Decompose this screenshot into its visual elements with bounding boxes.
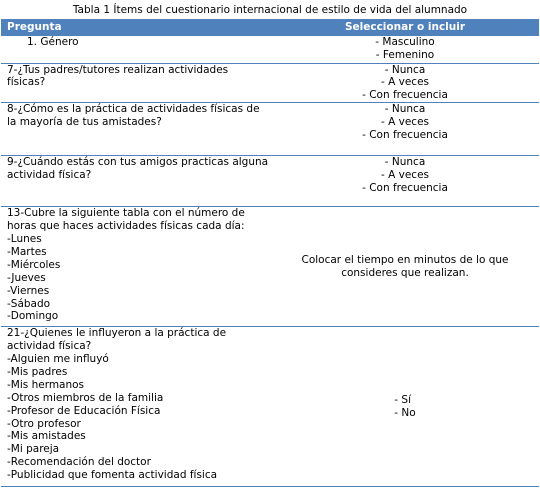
option-text: Colocar el tiempo en minutos de lo que xyxy=(301,253,509,266)
option-text: - Nunca xyxy=(384,156,426,169)
option-text: - A veces xyxy=(380,169,430,182)
influence-item: -Otros miembros de la familia xyxy=(7,391,164,404)
question-text: 8-¿Cómo es la práctica de actividades físicas de xyxy=(7,103,260,116)
day-item: -Domingo xyxy=(7,310,59,323)
influence-item: -Mi pareja xyxy=(7,443,60,456)
influence-item: -Recomendación del doctor xyxy=(7,456,151,469)
option-text: - A veces xyxy=(380,116,430,129)
table-caption: Tabla 1 Ítems del cuestionario internacional de estilo de vida del alumnado xyxy=(72,4,468,16)
options-cell xyxy=(271,156,539,207)
influence-item: -Mis padres xyxy=(7,365,68,378)
option-text: - No xyxy=(394,406,416,419)
option-text: - Con frecuencia xyxy=(362,129,448,142)
question-text: horas que haces actividades físicas cada día: xyxy=(7,220,245,233)
question-cell xyxy=(1,103,271,156)
question-text: 21-¿Quienes le influyeron a la práctica de xyxy=(7,327,227,340)
option-text: - Nunca xyxy=(384,63,426,76)
option-text: - Masculino xyxy=(375,36,435,48)
influence-item: -Publicidad que fomenta actividad física xyxy=(7,469,218,482)
day-item: -Viernes xyxy=(7,284,50,297)
option-text: - Con frecuencia xyxy=(362,182,448,195)
question-cell xyxy=(1,327,271,487)
day-item: -Sábado xyxy=(7,297,51,310)
table-row xyxy=(1,36,539,63)
influence-item: -Mis hermanos xyxy=(7,378,85,391)
table-row xyxy=(1,327,539,487)
option-text: - Con frecuencia xyxy=(362,89,448,102)
table-row xyxy=(1,63,539,103)
day-item: -Martes xyxy=(7,245,47,258)
question-text: actividad física? xyxy=(7,169,92,182)
question-cell xyxy=(1,207,271,327)
influence-item: -Alguien me influyó xyxy=(7,353,109,366)
options-cell xyxy=(271,327,539,487)
table-header-row xyxy=(1,19,539,36)
influence-item: -Profesor de Educación Física xyxy=(7,404,161,417)
option-text: consideres que realizan. xyxy=(341,266,469,279)
question-text: físicas? xyxy=(7,76,46,89)
question-text: 13-Cubre la siguiente tabla con el número de xyxy=(7,207,245,220)
question-cell xyxy=(1,63,271,103)
table-row xyxy=(1,103,539,156)
question-cell xyxy=(1,36,271,63)
question-text: 9-¿Cuándo estás con tus amigos practicas alguna xyxy=(7,156,269,169)
options-cell xyxy=(271,63,539,103)
day-item: -Lunes xyxy=(7,233,42,246)
option-text: - Femenino xyxy=(375,48,435,61)
header-seleccionar: Seleccionar o incluir xyxy=(271,19,539,36)
questionnaire-table xyxy=(1,19,539,487)
influence-item: -Otro profesor xyxy=(7,417,81,430)
question-text: actividad física? xyxy=(7,340,92,353)
options-cell xyxy=(271,207,539,327)
table-row xyxy=(1,156,539,207)
option-text: - Nunca xyxy=(384,103,426,116)
question-cell xyxy=(1,156,271,207)
yes-no-options xyxy=(394,394,415,420)
option-text: - Sí xyxy=(394,393,412,406)
question-text: 7-¿Tus padres/tutores realizan actividades xyxy=(7,63,229,76)
option-text: - A veces xyxy=(380,76,430,89)
question-text: la mayoría de tus amistades? xyxy=(7,116,162,129)
day-item: -Jueves xyxy=(7,271,46,284)
table-row xyxy=(1,207,539,327)
question-text: 1. Género xyxy=(27,36,79,48)
day-item: -Miércoles xyxy=(7,258,61,271)
influence-item: -Mis amistades xyxy=(7,430,86,443)
header-pregunta: Pregunta xyxy=(1,19,271,36)
options-cell xyxy=(271,36,539,63)
options-cell xyxy=(271,103,539,156)
